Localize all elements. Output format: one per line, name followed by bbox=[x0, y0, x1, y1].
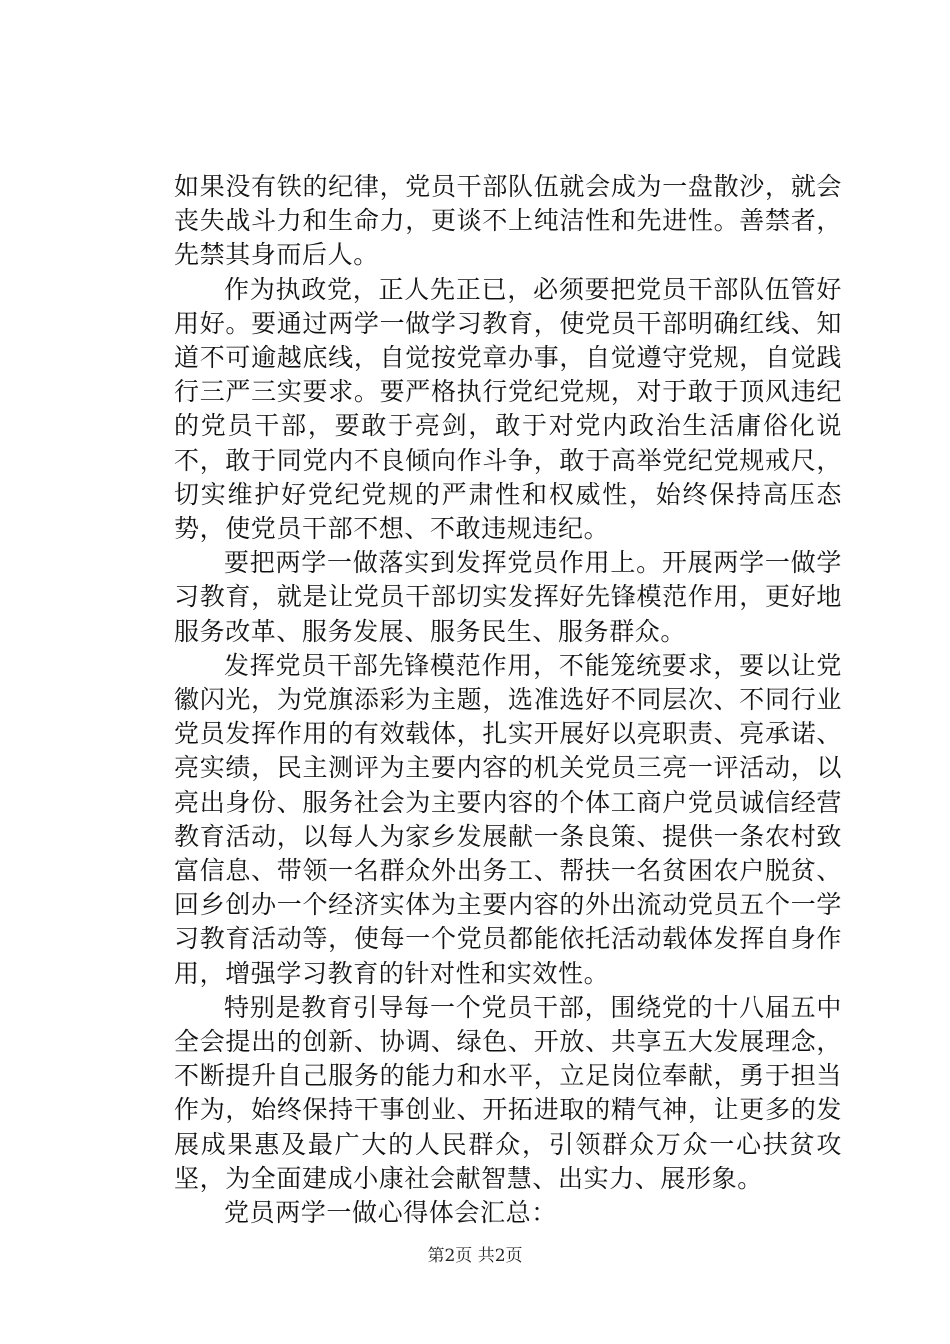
paragraph-role: 要把两学一做落实到发挥党员作用上。开展两学一做学习教育，就是让党员干部切实发挥好先锋模范作用，更好地服务改革、服务发展、服务民生、服务群众。 bbox=[174, 548, 842, 646]
paragraph-continuation: 如果没有铁的纪律，党员干部队伍就会成为一盘散沙，就会丧失战斗力和生命力，更谈不上纯洁性和先进性。善禁者，先禁其身而后人。 bbox=[174, 172, 842, 270]
paragraph-development: 特别是教育引导每一个党员干部，围绕党的十八届五中全会提出的创新、协调、绿色、开放、共享五大发展理念，不断提升自己服务的能力和水平，立足岗位奉献，勇于担当作为，始终保持干事创业、开拓进取的精气神，让更多的发展成果惠及最广大的人民群众，引领群众万众一心扶贫攻坚，为全面建成小康社会献智慧、出实力、展形象。 bbox=[174, 992, 842, 1193]
document-body bbox=[174, 170, 842, 1230]
paragraph-vanguard: 发挥党员干部先锋模范作用，不能笼统要求，要以让党徽闪光，为党旗添彩为主题，选准选好不同层次、不同行业党员发挥作用的有效载体，扎实开展好以亮职责、亮承诺、亮实绩，民主测评为主要内容的机关党员三亮一评活动，以亮出身份、服务社会为主要内容的个体工商户党员诚信经营教育活动，以每人为家乡发展献一条良策、提供一条农村致富信息、带领一名群众外出务工、帮扶一名贫困农户脱贫、回乡创办一个经济实体为主要内容的外出流动党员五个一学习教育活动等，使每一个党员都能依托活动载体发挥自身作用，增强学习教育的针对性和实效性。 bbox=[174, 650, 842, 988]
paragraph-governance: 作为执政党，正人先正已，必须要把党员干部队伍管好用好。要通过两学一做学习教育，使党员干部明确红线、知道不可逾越底线，自觉按党章办事，自觉遵守党规，自觉践行三严三实要求。要严格执行党纪党规，对于敢于顶风违纪的党员干部，要敢于亮剑，敢于对党内政治生活庸俗化说不，敢于同党内不良倾向作斗争，敢于高举党纪党规戒尺，切实维护好党纪党规的严肃性和权威性，始终保持高压态势，使党员干部不想、不敢违规违纪。 bbox=[174, 274, 842, 544]
page-footer: 第2页 共2页 bbox=[427, 1246, 523, 1266]
paragraph-summary-heading: 党员两学一做心得体会汇总： bbox=[224, 1198, 557, 1228]
